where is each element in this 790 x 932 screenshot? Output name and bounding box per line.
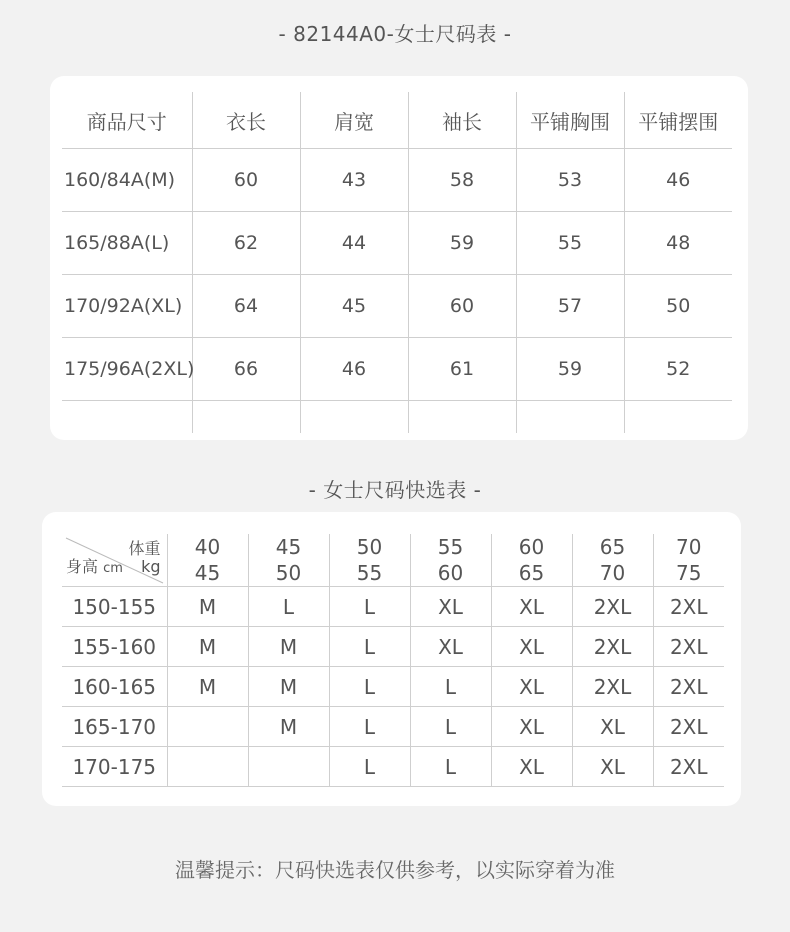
size-cell: L bbox=[410, 747, 491, 787]
size-cell: M bbox=[248, 667, 329, 707]
weight-min: 50 bbox=[356, 535, 383, 559]
quick-chart-table bbox=[62, 534, 724, 787]
height-range-cell: 155-160 bbox=[62, 627, 167, 667]
empty-row bbox=[62, 401, 732, 434]
height-unit: cm bbox=[103, 561, 123, 576]
size-cell: XL bbox=[572, 747, 653, 787]
empty-cell bbox=[62, 401, 192, 434]
header-cell: 衣长 bbox=[192, 92, 300, 149]
weight-max: 50 bbox=[275, 561, 302, 585]
size-cell: 2XL bbox=[572, 587, 653, 627]
table-cell: 48 bbox=[624, 212, 732, 275]
size-cell: M bbox=[167, 667, 248, 707]
weight-min: 70 bbox=[676, 535, 702, 559]
weight-min: 60 bbox=[518, 535, 545, 559]
size-cell: 2XL bbox=[653, 707, 724, 747]
table-cell: 59 bbox=[408, 212, 516, 275]
weight-min: 65 bbox=[599, 535, 626, 559]
table-cell: 61 bbox=[408, 338, 516, 401]
weight-max: 75 bbox=[676, 561, 702, 585]
table-cell: 57 bbox=[516, 275, 624, 338]
table-row bbox=[62, 627, 724, 667]
size-cell: L bbox=[329, 747, 410, 787]
table-cell: 55 bbox=[516, 212, 624, 275]
header-cell: 平铺胸围 bbox=[516, 92, 624, 149]
empty-cell bbox=[300, 401, 408, 434]
size-chart-card bbox=[50, 76, 748, 440]
table-cell: 62 bbox=[192, 212, 300, 275]
size-cell: L bbox=[329, 667, 410, 707]
size-cell: 175/96A(2XL) bbox=[62, 338, 192, 401]
header-cell: 商品尺寸 bbox=[62, 92, 192, 149]
size-cell: M bbox=[167, 587, 248, 627]
size-cell: L bbox=[329, 587, 410, 627]
table-cell: 59 bbox=[516, 338, 624, 401]
weight-max: 70 bbox=[599, 561, 626, 585]
size-cell: XL bbox=[491, 747, 572, 787]
table-row bbox=[62, 149, 732, 212]
table-cell: 52 bbox=[624, 338, 732, 401]
size-cell: L bbox=[410, 667, 491, 707]
weight-range-cell bbox=[329, 534, 410, 587]
size-cell: 2XL bbox=[653, 747, 724, 787]
table-cell: 44 bbox=[300, 212, 408, 275]
empty-cell bbox=[624, 401, 732, 434]
header-cell: 平铺摆围 bbox=[624, 92, 732, 149]
corner-cell bbox=[62, 534, 167, 587]
size-cell: XL bbox=[410, 627, 491, 667]
table-cell: 46 bbox=[624, 149, 732, 212]
size-chart-title: - 82144A0-女士尺码表 - bbox=[278, 22, 512, 46]
header-cell: 袖长 bbox=[408, 92, 516, 149]
height-range-cell: 165-170 bbox=[62, 707, 167, 747]
table-cell: 58 bbox=[408, 149, 516, 212]
size-cell: L bbox=[329, 707, 410, 747]
weight-range-cell bbox=[491, 534, 572, 587]
size-cell: L bbox=[329, 627, 410, 667]
height-text: 身高 bbox=[66, 557, 99, 576]
weight-text: 体重 bbox=[128, 539, 161, 558]
weight-min: 45 bbox=[275, 535, 302, 559]
size-chart-header-row bbox=[62, 92, 732, 149]
table-row bbox=[62, 747, 724, 787]
weight-min: 55 bbox=[437, 535, 464, 559]
weight-range-cell bbox=[410, 534, 491, 587]
empty-cell bbox=[516, 401, 624, 434]
empty-cell bbox=[192, 401, 300, 434]
weight-label bbox=[128, 540, 160, 576]
table-cell: 60 bbox=[192, 149, 300, 212]
size-cell: 160/84A(M) bbox=[62, 149, 192, 212]
weight-min: 40 bbox=[194, 535, 221, 559]
table-cell: 66 bbox=[192, 338, 300, 401]
weight-range-cell bbox=[248, 534, 329, 587]
size-cell bbox=[248, 747, 329, 787]
weight-max: 65 bbox=[518, 561, 545, 585]
size-cell: 170/92A(XL) bbox=[62, 275, 192, 338]
tip-text: 温馨提示：尺码快选表仅供参考，以实际穿着为准 bbox=[175, 858, 615, 882]
weight-max: 45 bbox=[194, 561, 221, 585]
size-cell: M bbox=[167, 627, 248, 667]
size-cell: 2XL bbox=[653, 667, 724, 707]
quick-chart-card bbox=[42, 512, 741, 806]
height-range-cell: 150-155 bbox=[62, 587, 167, 627]
size-cell: 2XL bbox=[653, 627, 724, 667]
height-range-cell: 170-175 bbox=[62, 747, 167, 787]
table-cell: 50 bbox=[624, 275, 732, 338]
size-cell: XL bbox=[491, 587, 572, 627]
size-cell: M bbox=[248, 707, 329, 747]
quick-chart-title: - 女士尺码快选表 - bbox=[308, 478, 482, 502]
size-chart-table bbox=[62, 92, 732, 433]
size-cell: 2XL bbox=[572, 627, 653, 667]
height-label bbox=[66, 554, 123, 582]
size-cell bbox=[167, 747, 248, 787]
table-cell: 46 bbox=[300, 338, 408, 401]
table-row bbox=[62, 275, 732, 338]
table-row bbox=[62, 587, 724, 627]
size-cell: 2XL bbox=[572, 667, 653, 707]
table-cell: 64 bbox=[192, 275, 300, 338]
size-cell: L bbox=[410, 707, 491, 747]
empty-cell bbox=[408, 401, 516, 434]
weight-range-cell bbox=[653, 534, 724, 587]
size-cell: 2XL bbox=[653, 587, 724, 627]
weight-max: 55 bbox=[356, 561, 383, 585]
weight-range-cell bbox=[572, 534, 653, 587]
table-row bbox=[62, 707, 724, 747]
table-cell: 43 bbox=[300, 149, 408, 212]
size-cell: XL bbox=[491, 707, 572, 747]
size-cell: XL bbox=[491, 667, 572, 707]
table-row bbox=[62, 212, 732, 275]
table-cell: 60 bbox=[408, 275, 516, 338]
weight-unit: kg bbox=[141, 557, 161, 576]
header-cell: 肩宽 bbox=[300, 92, 408, 149]
size-cell: L bbox=[248, 587, 329, 627]
size-cell: M bbox=[248, 627, 329, 667]
weight-range-cell bbox=[167, 534, 248, 587]
quick-chart-header-row bbox=[62, 534, 724, 587]
table-cell: 45 bbox=[300, 275, 408, 338]
table-row bbox=[62, 667, 724, 707]
size-cell: XL bbox=[572, 707, 653, 747]
size-cell bbox=[167, 707, 248, 747]
table-row bbox=[62, 338, 732, 401]
table-cell: 53 bbox=[516, 149, 624, 212]
weight-max: 60 bbox=[437, 561, 464, 585]
size-cell: XL bbox=[491, 627, 572, 667]
size-cell: XL bbox=[410, 587, 491, 627]
size-cell: 165/88A(L) bbox=[62, 212, 192, 275]
height-range-cell: 160-165 bbox=[62, 667, 167, 707]
